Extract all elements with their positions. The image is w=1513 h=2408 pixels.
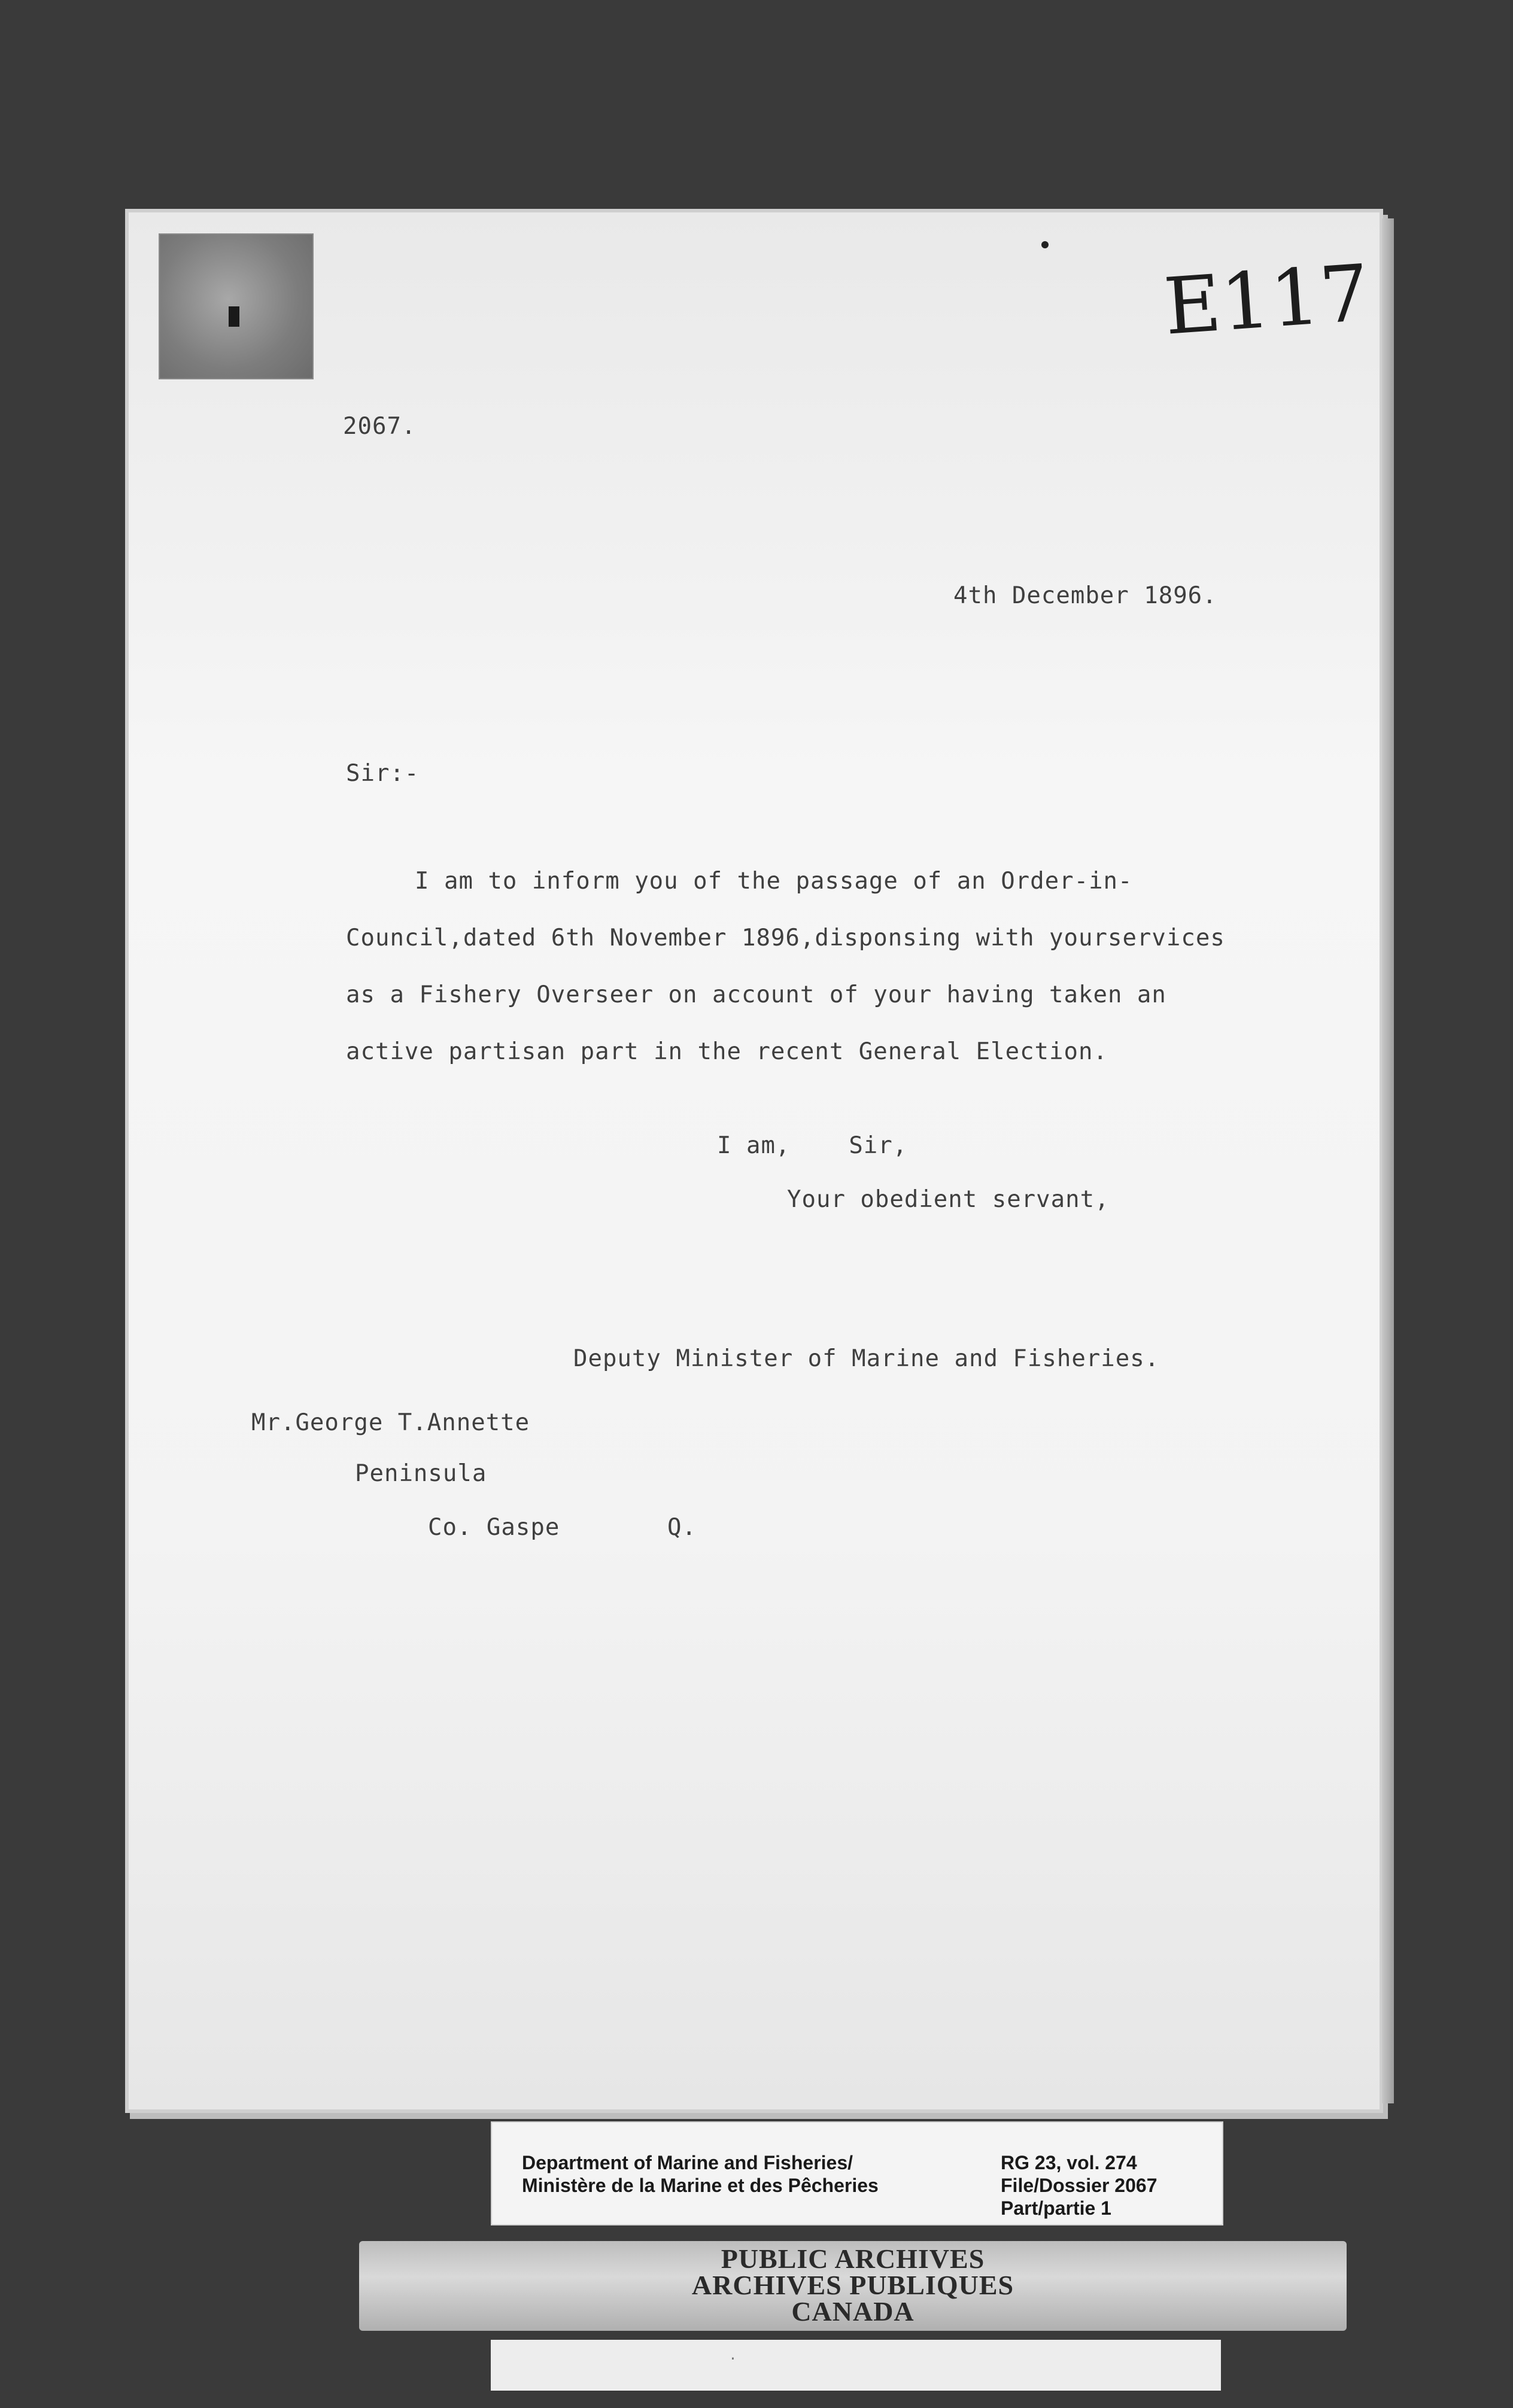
- strip-mark: ·: [730, 2349, 736, 2369]
- reference-file: File/Dossier 2067: [1001, 2175, 1157, 2196]
- department-fr: Ministère de la Marine et des Pêcheries: [522, 2175, 879, 2196]
- reference-part: Part/partie 1: [1001, 2197, 1111, 2219]
- body-line: Council,dated 6th November 1896,disponsing with yourservices: [346, 925, 1225, 951]
- body-line: I am to inform you of the passage of an Order-in-: [415, 868, 1133, 895]
- handwritten-page-number: 117: [1217, 247, 1372, 349]
- department-names: [522, 2151, 879, 2197]
- addressee-name: Mr.George T.Annette: [251, 1409, 530, 1436]
- archival-stamp: [159, 233, 314, 379]
- archive-reference-label: [491, 2121, 1223, 2225]
- letter-date: 4th December 1896.: [953, 582, 1217, 609]
- address-province: Q.: [667, 1514, 697, 1541]
- closing-line-1: I am, Sir,: [717, 1132, 908, 1159]
- ink-dot: [1041, 241, 1049, 248]
- handwritten-letter: E: [1161, 257, 1225, 352]
- band-line-1: PUBLIC ARCHIVES: [721, 2243, 985, 2274]
- archive-reference: [1001, 2151, 1157, 2220]
- closing-line-2: Your obedient servant,: [787, 1186, 1110, 1213]
- handwritten-folio: [1161, 247, 1372, 352]
- body-line: active partisan part in the recent General Election.: [346, 1038, 1108, 1065]
- band-line-2: ARCHIVES PUBLIQUES: [691, 2270, 1014, 2300]
- department-en: Department of Marine and Fisheries/: [522, 2152, 853, 2173]
- page-edge: [1382, 218, 1394, 2103]
- address-line-2: Co. Gaspe: [428, 1514, 560, 1541]
- file-number: 2067.: [343, 413, 417, 440]
- letter-page: [129, 212, 1380, 2109]
- public-archives-band: [359, 2241, 1347, 2331]
- body-line: as a Fishery Overseer on account of your having taken an: [346, 981, 1166, 1008]
- bottom-strip: [491, 2340, 1221, 2391]
- band-line-3: CANADA: [791, 2296, 915, 2327]
- signature-title: Deputy Minister of Marine and Fisheries.: [573, 1345, 1160, 1372]
- letter-body: [346, 853, 1225, 1080]
- stamp-mark: [229, 306, 239, 327]
- archive-band-text: [359, 2243, 1347, 2327]
- reference-volume: RG 23, vol. 274: [1001, 2152, 1137, 2173]
- address-line-1: Peninsula: [355, 1460, 487, 1487]
- salutation: Sir:-: [346, 760, 420, 787]
